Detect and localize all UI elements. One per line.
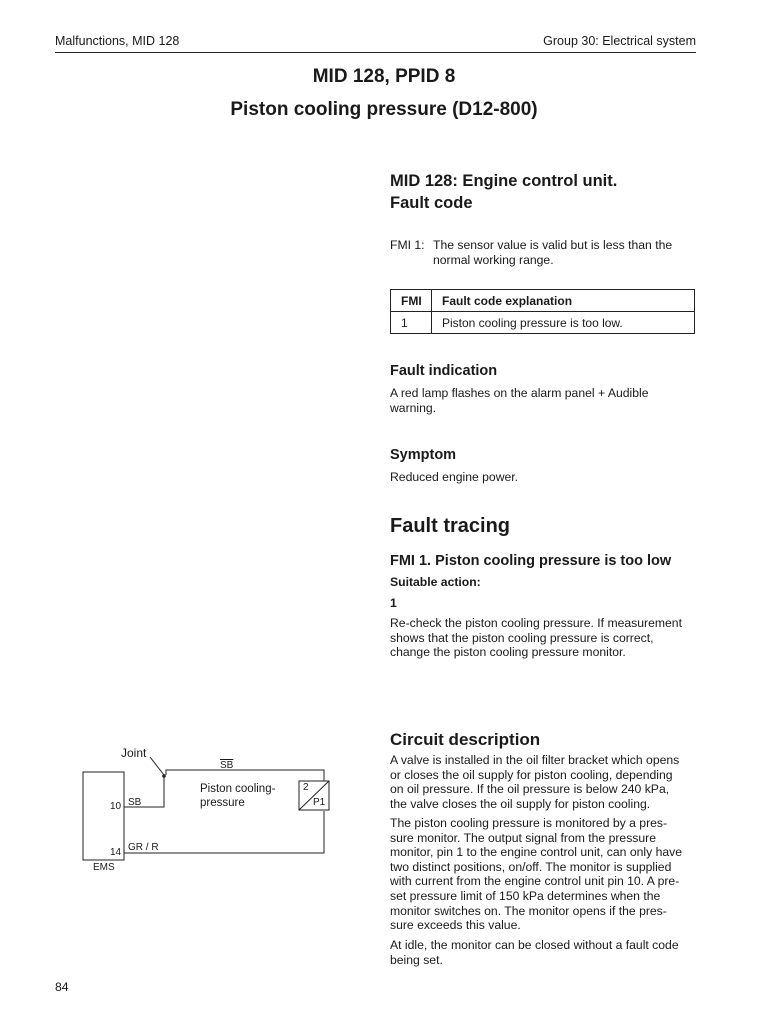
fault-indication-line2: warning. (390, 400, 437, 415)
circuit-paragraph-1 (390, 753, 700, 811)
circuit-heading: Circuit description (390, 730, 541, 749)
diagram-grr-label: GR / R (128, 842, 159, 853)
table-header-fmi: FMI (391, 290, 432, 312)
header-left: Malfunctions, MID 128 (55, 34, 180, 48)
circuit-line: monitor switches on. The monitor opens if the pres- (390, 903, 667, 918)
circuit-line: sure monitor. The output signal from the pressure (390, 830, 657, 845)
fault-indication-text (390, 386, 700, 415)
diagram-wire-top-label: $\overline{SB}$ (220, 760, 234, 771)
table-header-row (391, 290, 695, 312)
fmi-desc-line2: normal working range. (433, 252, 554, 267)
action-step-number: 1 (390, 596, 397, 610)
symptom-text: Reduced engine power. (390, 470, 519, 484)
fault-code-heading-line2: Fault code (390, 194, 473, 212)
circuit-line: with current from the engine control unit pin 10. A pre- (390, 874, 680, 889)
fmi-desc-line1: The sensor value is valid but is less than the (433, 238, 673, 252)
diagram-sensor-line1: Piston cooling- (200, 783, 276, 795)
diagram-sb-label: SB (128, 797, 142, 808)
diagram-joint-label: Joint (121, 746, 147, 760)
circuit-line: on oil pressure. If the oil pressure is below 240 kPa, (390, 782, 670, 797)
fault-code-heading-line1: MID 128: Engine control unit. (390, 172, 618, 190)
circuit-line: At idle, the monitor can be closed without a fault code (390, 938, 679, 952)
diagram-sensor-line2: pressure (200, 797, 245, 809)
diagram-pin14-label: 14 (110, 847, 122, 858)
fault-tracing-heading: Fault tracing (390, 515, 511, 537)
fault-indication-heading: Fault indication (390, 363, 498, 379)
action-line: Re-check the piston cooling pressure. If measurement (390, 616, 682, 630)
fault-code-table (390, 289, 695, 334)
page-title: MID 128, PPID 8 (312, 66, 456, 87)
page-subtitle: Piston cooling pressure (D12-800) (230, 99, 538, 120)
symptom-heading: Symptom (390, 447, 457, 463)
suitable-action-label: Suitable action: (390, 575, 481, 589)
diagram-p1-label: P1 (313, 797, 326, 808)
circuit-line: A valve is installed in the oil filter bracket which opens (390, 753, 680, 767)
circuit-line: sure exceeds this value. (390, 918, 521, 933)
fmi-description (433, 238, 703, 267)
fmi-prefix: FMI 1: (390, 238, 425, 252)
diagram-ems-label: EMS (93, 862, 115, 873)
circuit-line: two distinct positions, on/off. The monitor is supplied (390, 859, 672, 874)
diagram-sensor-label (200, 782, 275, 810)
circuit-line: or closes the oil supply for piston cooling, depending (390, 767, 673, 782)
action-line: change the piston cooling pressure monitor. (390, 645, 626, 660)
fault-indication-line1: A red lamp flashes on the alarm panel + Audible (390, 386, 649, 400)
fault-code-heading (390, 170, 700, 214)
wire-top (166, 770, 324, 781)
header-rule (55, 52, 696, 53)
diagram-pin10-label: 10 (110, 801, 122, 812)
circuit-paragraph-3 (390, 938, 700, 967)
table-header-explanation: Fault code explanation (432, 290, 695, 312)
circuit-line: the valve closes the oil supply for piston cooling. (390, 796, 651, 811)
circuit-paragraph-2 (390, 816, 700, 933)
circuit-line: monitor, pin 1 to the engine control unit, can only have (390, 845, 683, 860)
circuit-line: being set. (390, 952, 443, 967)
diagram-pin2-label: 2 (303, 782, 309, 793)
circuit-line: The piston cooling pressure is monitored by a pres- (390, 816, 668, 830)
table-row (391, 312, 695, 334)
page-number: 84 (55, 980, 69, 994)
action-line: shows that the piston cooling pressure is correct, (390, 630, 654, 645)
table-cell-explanation: Piston cooling pressure is too low. (432, 312, 695, 334)
fault-tracing-subheading: FMI 1. Piston cooling pressure is too low (390, 553, 672, 569)
header-right: Group 30: Electrical system (543, 34, 696, 48)
action-step-text (390, 616, 700, 660)
circuit-line: set pressure limit of 150 kPa determines when the (390, 888, 661, 903)
table-cell-fmi: 1 (391, 312, 432, 334)
joint-leader (150, 757, 164, 775)
